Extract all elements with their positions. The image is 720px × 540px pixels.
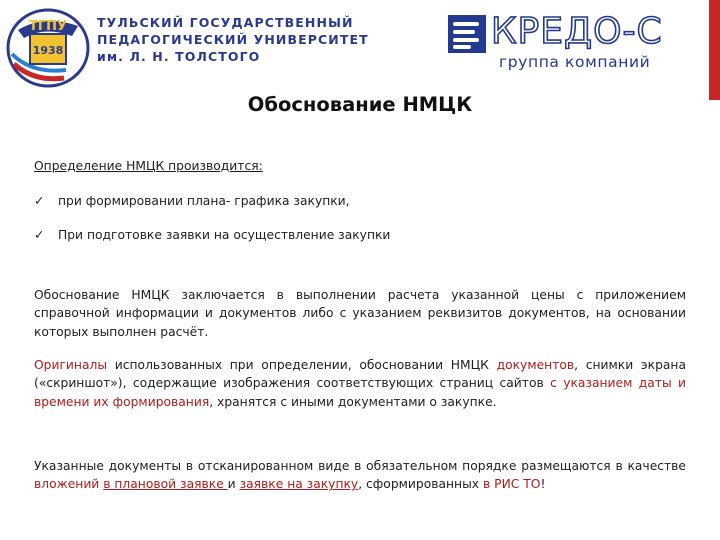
p3-attachments: вложений [34,477,104,492]
university-line-1: ТУЛЬСКИЙ ГОСУДАРСТВЕННЫЙ [97,15,354,30]
check-icon: ✓ [34,228,45,242]
p3-exclamation: ! [540,477,546,492]
definition-item [34,226,390,244]
check-icon: ✓ [34,194,45,208]
p2-date-time: с указанием даты и времени их формирования [34,376,687,409]
p2-text-1: использованных при определении, обосновании НМЦК [107,358,497,372]
partner-logo-mark-icon [447,14,487,54]
p3-text-2: , сформированных [358,477,483,492]
paragraph-originals [34,356,686,411]
p2-text-2: , снимки экрана («скриншот»), содержащие изображения соответствующих страниц сайтов [34,358,686,391]
paragraph-placement [34,457,686,494]
p3-ris-to: в РИС ТО [483,477,541,492]
paragraph-justification: Обоснование НМЦК заключается в выполнении расчета указанной цены с приложением справочной информации и документов либо с указанием реквизитов документов, на основании которых выполнен расчёт. [34,288,686,339]
partner-logo [447,11,709,71]
p3-and: и [227,477,240,492]
p2-originals: Оригиналы [34,358,108,372]
definition-item-text: при формировании плана- графика закупки, [58,194,350,208]
emblem-letters: ТГПУ [28,19,68,34]
partner-logo-word: КРЕДО-С [491,11,663,52]
partner-logo-subtitle: группа компаний [499,53,651,71]
slide-title: Обоснование НМЦК [247,93,473,116]
p2-text-3: , хранятся с иными документами о закупке. [209,394,497,409]
definition-item [34,192,350,210]
p2-documents: документов [496,358,575,372]
accent-bar [709,0,720,100]
university-line-2: ПЕДАГОГИЧЕСКИЙ УНИВЕРСИТЕТ [97,32,369,47]
p3-text-1: Указанные документы в отсканированном виде в обязательном порядке размещаются в качестве [34,459,686,473]
university-name [97,14,387,65]
definition-item-text: При подготовке заявки на осуществление закупки [58,228,391,242]
definition-heading: Определение НМЦК производится: [34,159,263,173]
university-logo-icon [4,4,92,88]
emblem-year: 1938 [32,44,64,57]
p3-purchase-request: заявке на закупку [239,477,359,492]
university-line-3: им. Л. Н. ТОЛСТОГО [97,49,261,64]
p3-plan-request: в плановой заявке [103,477,228,492]
